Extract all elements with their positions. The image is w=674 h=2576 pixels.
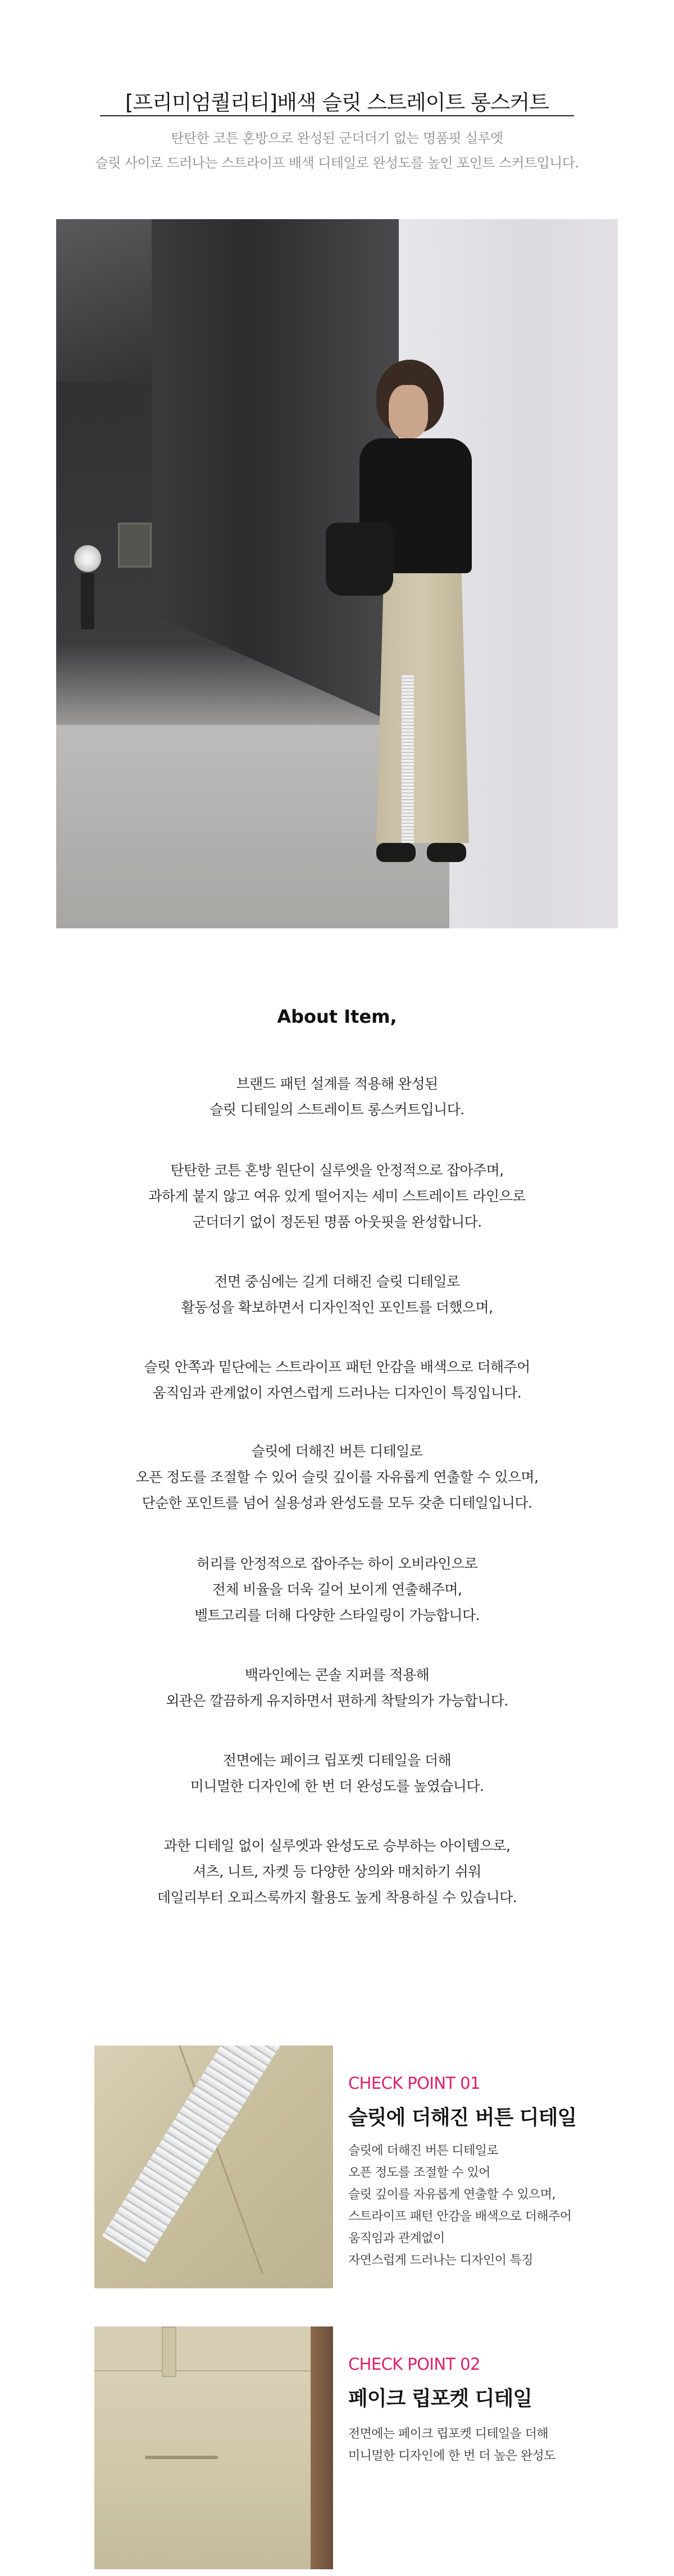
checkpoint-1-heading: 슬릿에 더해진 버튼 디테일 [348, 2106, 577, 2129]
about-line: 허리를 안정적으로 잡아주는 하이 오비라인으로 [196, 1555, 478, 1572]
page-title: [프리미엄퀄리티]배색 슬릿 스트레이트 롱스커트 [125, 90, 549, 115]
about-line: 데일리부터 오피스룩까지 활용도 높게 착용하실 수 있습니다. [157, 1889, 517, 1906]
about-line: 슬릿 디테일의 스트레이트 롱스커트입니다. [210, 1101, 464, 1118]
about-line: 벨트고리를 더해 다양한 스타일링이 가능합니다. [194, 1607, 480, 1623]
checkpoint-line: 슬릿 깊이를 자유롭게 연출할 수 있으며, [348, 2188, 555, 2202]
subtitle-line-1: 탄탄한 코튼 혼방으로 완성된 군더더기 없는 명품핏 실루엣 [171, 130, 503, 146]
about-line: 셔츠, 니트, 자켓 등 다양한 상의와 매치하기 쉬워 [193, 1863, 481, 1880]
about-paragraph [0, 1354, 674, 1406]
stripe-lining [102, 2046, 311, 2262]
about-paragraph [0, 1269, 674, 1321]
about-paragraph [0, 1551, 674, 1629]
about-line: 브랜드 패턴 설계를 적용해 완성된 [236, 1076, 438, 1092]
checkpoint-2-heading: 페이크 립포켓 디테일 [348, 2387, 532, 2410]
photo-plant [74, 545, 101, 629]
about-line: 슬릿 안쪽과 밑단에는 스트라이프 패턴 안감을 배색으로 더해주어 [144, 1359, 530, 1375]
about-line: 오픈 정도를 조절할 수 있어 슬릿 깊이를 자유롭게 연출할 수 있으며, [135, 1469, 539, 1485]
checkpoint-line: 오픈 정도를 조절할 수 있어 [348, 2166, 490, 2180]
checkpoint-2-label: CHECK POINT 02 [348, 2355, 480, 2374]
subtitle-line-2: 슬릿 사이로 드러나는 스트라이프 배색 디테일로 완성도를 높인 포인트 스커트입니다. [95, 155, 579, 171]
photo-bag [326, 523, 393, 596]
about-line: 탄탄한 코튼 혼방 원단이 실루엣을 안정적으로 잡아주며, [170, 1162, 504, 1178]
checkpoint-line: 미니멀한 디자인에 한 번 더 높은 완성도 [348, 2449, 555, 2463]
about-line: 전체 비율을 더욱 길어 보이게 연출해주며, [212, 1581, 462, 1598]
photo-sign [118, 523, 152, 568]
photo-model [337, 360, 483, 865]
about-line: 슬릿에 더해진 버튼 디테일로 [251, 1443, 423, 1459]
about-paragraph [0, 1662, 674, 1714]
about-line: 과하게 붙지 않고 여유 있게 떨어지는 세미 스트레이트 라인으로 [148, 1188, 526, 1204]
fake-welt-pocket [145, 2456, 218, 2459]
checkpoint-line: 전면에는 페이크 립포켓 디테일을 더해 [348, 2427, 549, 2441]
about-line: 외관은 깔끔하게 유지하면서 편하게 착탈의가 가능합니다. [166, 1693, 508, 1709]
checkpoint-line: 슬릿에 더해진 버튼 디테일로 [348, 2144, 499, 2158]
belt-loop [162, 2326, 176, 2377]
checkpoint-1-text [348, 2140, 571, 2271]
about-paragraph [0, 1071, 674, 1123]
hero-product-photo [56, 219, 618, 928]
about-line: 활동성을 확보하면서 디자인적인 포인트를 더했으며, [181, 1299, 493, 1316]
about-line: 전면에는 페이크 립포켓 디테일을 더해 [222, 1752, 452, 1768]
title-underline [100, 115, 574, 116]
photo-slit-stripe [402, 674, 414, 843]
about-paragraph [0, 1833, 674, 1911]
checkpoint-2-text [348, 2423, 555, 2467]
about-paragraph [0, 1748, 674, 1799]
checkpoint-1-detail-photo [94, 2046, 333, 2288]
about-line: 미니멀한 디자인에 한 번 더 완성도를 높였습니다. [190, 1778, 484, 1794]
about-line: 움직임과 관계없이 자연스럽게 드러나는 디자인이 특징입니다. [152, 1385, 522, 1401]
about-paragraph [0, 1439, 674, 1516]
about-paragraph [0, 1158, 674, 1235]
checkpoint-line: 스트라이프 패턴 안감을 배색으로 더해주어 [348, 2210, 572, 2224]
about-line: 단순한 포인트를 넘어 실용성과 완성도를 모두 갖춘 디테일입니다. [142, 1495, 532, 1511]
about-line: 백라인에는 콘솔 지퍼를 적용해 [244, 1667, 430, 1683]
about-line: 과한 디테일 없이 실루엣과 완성도로 승부하는 아이템으로, [163, 1838, 511, 1854]
checkpoint-2-detail-photo [94, 2326, 333, 2569]
checkpoint-line: 움직임과 관계없이 [348, 2232, 445, 2246]
about-line: 전면 중심에는 길게 더해진 슬릿 디테일로 [214, 1273, 460, 1290]
photo-skirt [376, 573, 469, 843]
about-title: About Item, [277, 1006, 397, 1027]
checkpoint-line: 자연스럽게 드러나는 디자인이 특징 [348, 2253, 533, 2267]
about-line: 군더더기 없이 정돈된 명품 아웃핏을 완성합니다. [192, 1214, 482, 1230]
checkpoint-1-label: CHECK POINT 01 [348, 2074, 480, 2093]
